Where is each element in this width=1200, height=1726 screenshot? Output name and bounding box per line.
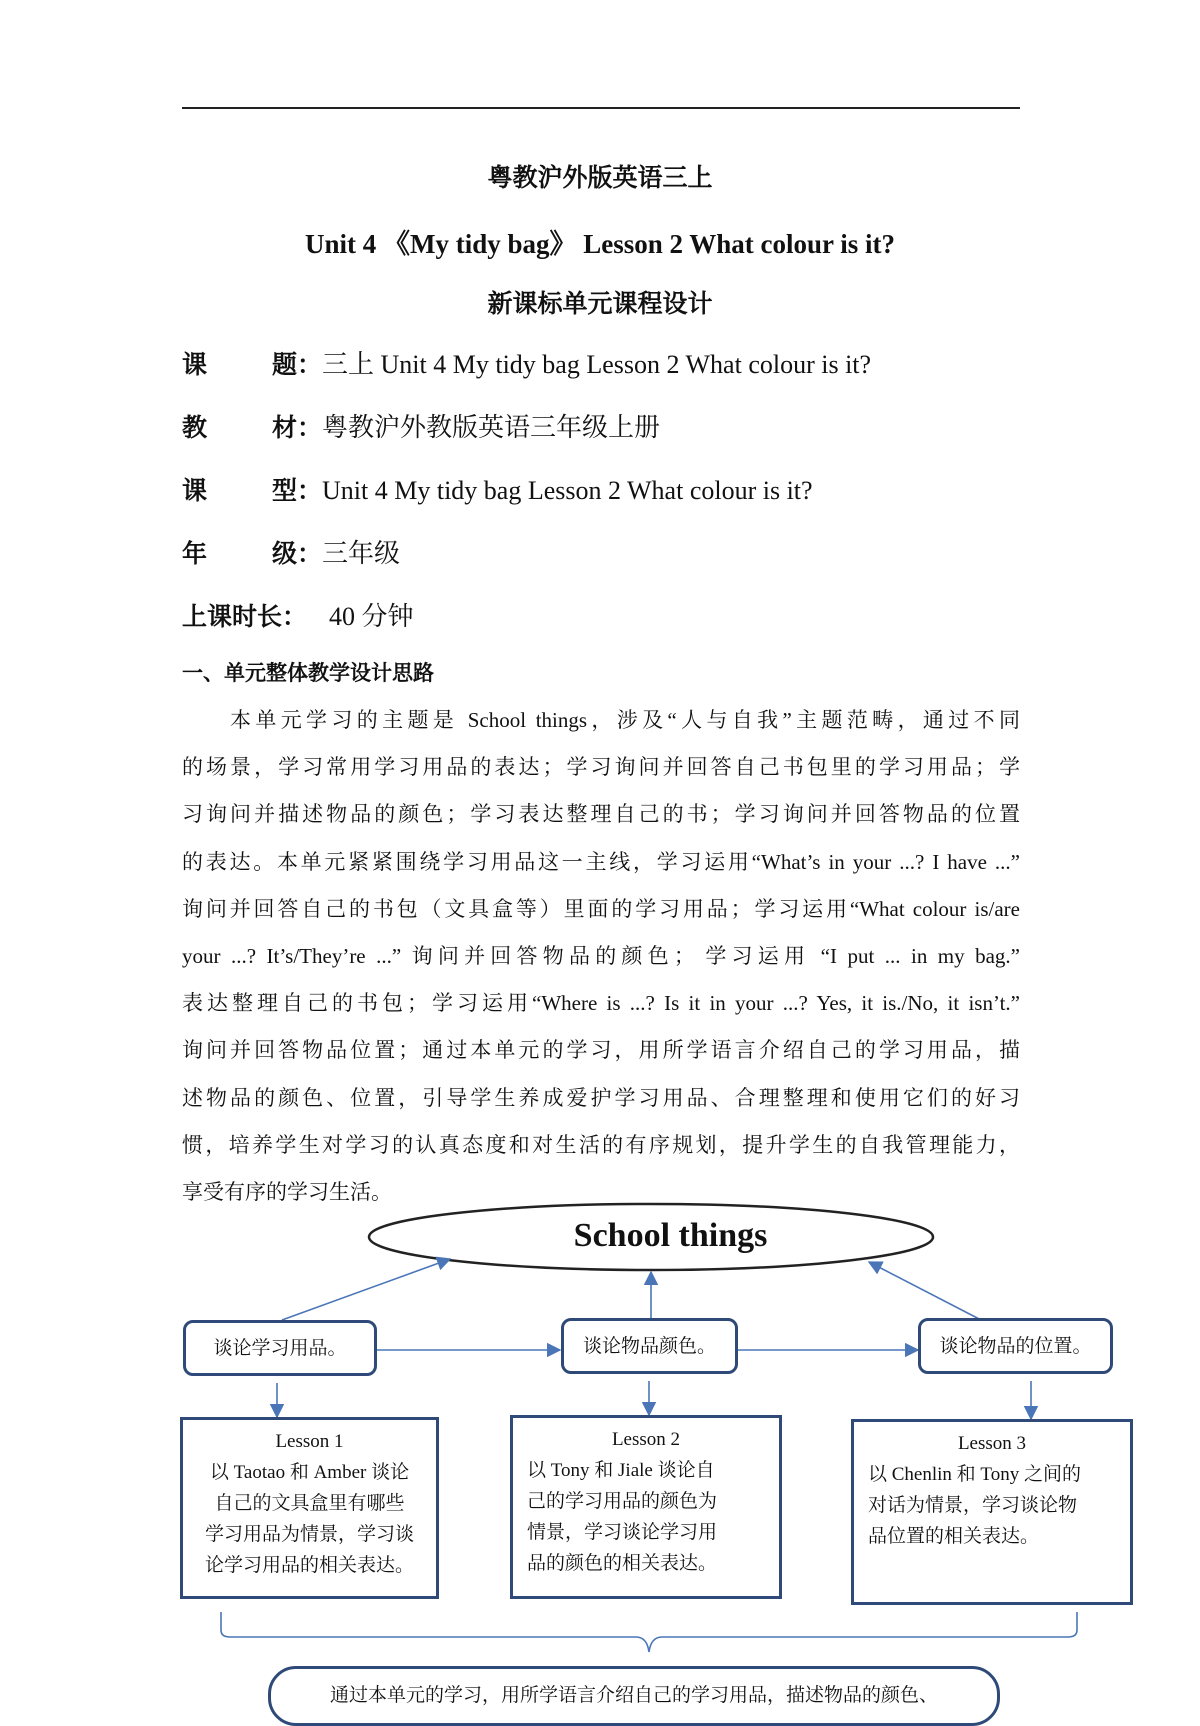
- info-row-type: [182, 471, 813, 511]
- lesson-title: Lesson 1: [275, 1431, 344, 1452]
- info-row-grade: [182, 534, 400, 574]
- paragraph-line: 习询问并描述物品的颜色；学习表达整理自己的书；学习询问并回答物品的位置: [182, 802, 1020, 827]
- lesson-desc-line: 自己的文具盒里有哪些: [214, 1493, 405, 1514]
- lesson-desc-line: 以 Tony 和 Jiale 谈论自: [527, 1460, 715, 1481]
- lesson-title: Lesson 2: [611, 1429, 681, 1450]
- topic-box-colour: 谈论物品颜色。: [561, 1318, 738, 1374]
- lesson-box-1: [180, 1417, 439, 1599]
- header-rule: [182, 107, 1020, 109]
- section-heading: 一、单元整体教学设计思路: [182, 660, 434, 685]
- connector-arrow: [869, 1262, 985, 1322]
- info-value: 粤教沪外教版英语三年级上册: [322, 413, 661, 442]
- lesson-desc-line: 学习用品为情景，学习谈: [204, 1524, 414, 1545]
- info-value: Unit 4 My tidy bag Lesson 2 What colour is it?: [322, 476, 813, 505]
- info-value: 40 分钟: [328, 602, 414, 631]
- central-topic: School things: [573, 1217, 768, 1254]
- info-label: 教 材：: [182, 413, 322, 442]
- paragraph-line: 享受有序的学习生活。: [182, 1179, 392, 1204]
- lesson-desc-line: 论学习用品的相关表达。: [204, 1555, 414, 1576]
- lesson-desc-line: 对话为情景，学习谈论物: [868, 1495, 1078, 1516]
- summary-box: 通过本单元的学习，用所学语言介绍自己的学习用品，描述物品的颜色、: [268, 1666, 1000, 1726]
- connector-arrow: [282, 1259, 450, 1320]
- lesson-title: Lesson 3: [957, 1433, 1027, 1454]
- info-label: 上课时长：: [182, 602, 308, 631]
- info-value: 三上 Unit 4 My tidy bag Lesson 2 What colour is it?: [322, 350, 872, 379]
- paragraph-line: 惯，培养学生对学习的认真态度和对生活的有序规划，提升学生的自我管理能力，: [182, 1132, 1020, 1157]
- paragraph-line: 本单元学习的主题是 School things，涉及“人与自我”主题范畴，通过不同: [230, 708, 1020, 732]
- info-label: 课 题：: [182, 350, 322, 379]
- lesson-desc-line: 品的颜色的相关表达。: [527, 1553, 718, 1574]
- paragraph-line: 的表达。本单元紧紧围绕学习用品这一主线，学习运用“What’s in your ...? I have ...”: [182, 849, 1020, 874]
- doc-title-design: 新课标单元课程设计: [487, 289, 713, 318]
- lesson-desc-line: 以 Chenlin 和 Tony 之间的: [868, 1464, 1081, 1485]
- info-row-duration: [182, 597, 413, 637]
- info-label: 课 型：: [182, 476, 322, 505]
- lesson-desc-line: 品位置的相关表达。: [868, 1526, 1040, 1547]
- info-row-material: [182, 408, 660, 448]
- lesson-desc-line: 情景，学习谈论学习用: [527, 1522, 718, 1543]
- paragraph-line: 表达整理自己的书包；学习运用“Where is ...? Is it in your ...? Yes, it is./No, it isn’t.”: [182, 991, 1020, 1016]
- info-label: 年 级：: [182, 539, 322, 568]
- lesson-box-2: [510, 1415, 782, 1599]
- info-row-topic: [182, 345, 871, 385]
- paragraph-line: your ...? It’s/They’re ...” 询问并回答物品的颜色； 学习运用 “I put ... in my bag.”: [182, 943, 1020, 968]
- lesson-box-3: [851, 1419, 1133, 1605]
- lesson-desc-line: 己的学习用品的颜色为: [527, 1491, 718, 1512]
- doc-title-unit: Unit 4 《My tidy bag》 Lesson 2 What colour is it?: [304, 229, 896, 259]
- paragraph-line: 述物品的颜色、位置，引导学生养成爱护学习用品、合理整理和使用它们的好习: [182, 1085, 1020, 1110]
- section-paragraph: [182, 697, 1020, 1216]
- paragraph-line: 询问并回答物品位置；通过本单元的学习，用所学语言介绍自己的学习用品，描: [182, 1038, 1020, 1063]
- info-value: 三年级: [322, 539, 401, 568]
- doc-title-subject: 粤教沪外版英语三上: [487, 163, 713, 192]
- paragraph-line: 的场景，学习常用学习用品的表达；学习询问并回答自己书包里的学习用品；学: [182, 755, 1020, 780]
- lesson-desc-line: 以 Taotao 和 Amber 谈论: [209, 1462, 410, 1483]
- summary-brace: [221, 1612, 1077, 1652]
- topic-box-things: 谈论学习用品。: [183, 1320, 377, 1376]
- topic-box-position: 谈论物品的位置。: [918, 1318, 1113, 1374]
- paragraph-line: 询问并回答自己的书包（文具盒等）里面的学习用品；学习运用“What colour is/are: [182, 896, 1020, 921]
